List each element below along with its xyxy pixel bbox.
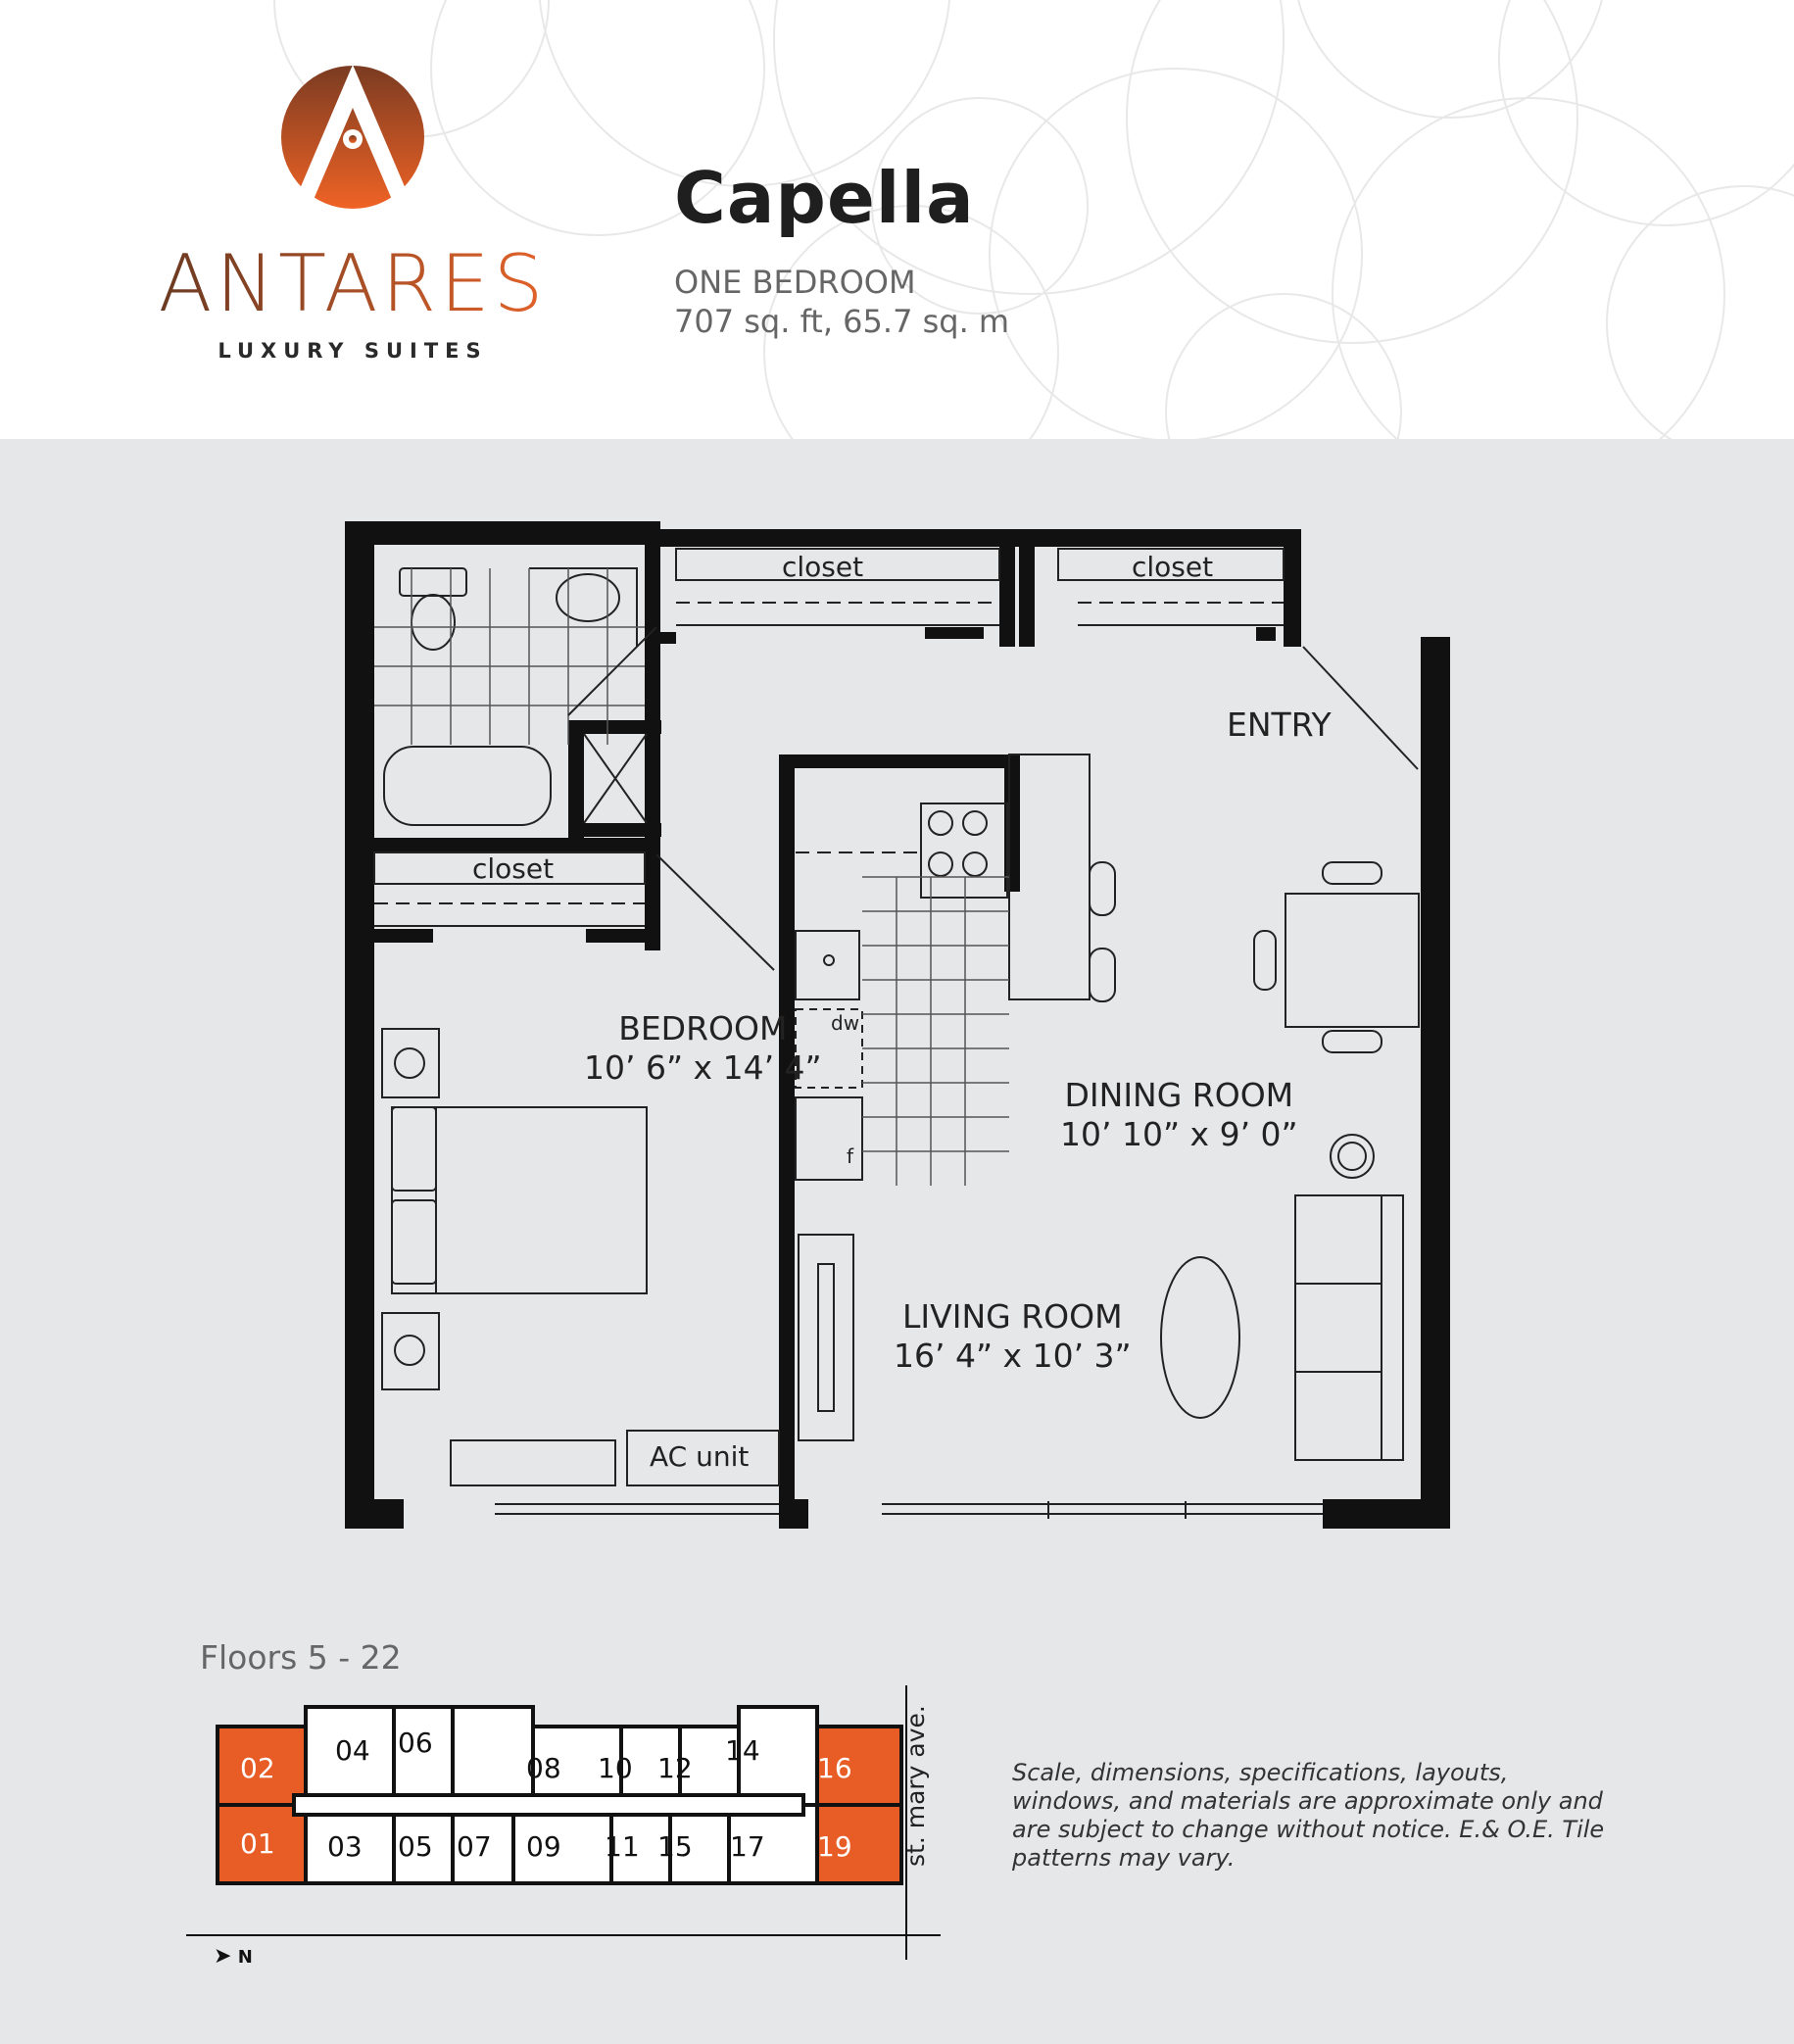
- unit-label-06: 06: [398, 1727, 433, 1759]
- wall-west: [345, 521, 374, 1529]
- unit-label-10: 10: [598, 1752, 633, 1784]
- floors-title: Floors 5 - 22: [200, 1638, 402, 1677]
- wall-shower-bottom: [568, 823, 661, 837]
- wall-bedroom-east: [779, 754, 795, 1519]
- disclaimer-text: Scale, dimensions, specifications, layouts, windows, and materials are approximate only and are subject to change without notice. E.& O.E. Tile patterns may vary.: [1012, 1759, 1605, 1872]
- wall-kitchen-top: [779, 754, 1019, 768]
- entry-label: ENTRY: [1227, 706, 1332, 744]
- closet-label-3: closet: [472, 852, 555, 885]
- wall-entry-stub: [1256, 627, 1276, 641]
- unit-label-07: 07: [457, 1830, 492, 1863]
- wall-bath-south: [374, 838, 660, 852]
- brand-tagline: LUXURY SUITES: [218, 339, 488, 363]
- unit-label-03: 03: [327, 1830, 363, 1863]
- unit-label-11: 11: [605, 1830, 640, 1863]
- unit-label-02: 02: [240, 1752, 275, 1784]
- unit-label-17: 17: [730, 1830, 765, 1863]
- unit-labels: [186, 1685, 950, 1979]
- wall-bath-east: [645, 539, 660, 950]
- unit-label-08: 08: [526, 1752, 561, 1784]
- wall-shower-top: [568, 720, 661, 734]
- wall-north-closets: [656, 529, 1293, 547]
- bedroom-name: BEDROOM: [618, 1009, 788, 1047]
- suite-type: ONE BEDROOM: [674, 264, 916, 301]
- closet-label-1: closet: [782, 551, 864, 583]
- living-room-label: [894, 1297, 1132, 1376]
- floor-plan: [333, 510, 1470, 1552]
- north-arrow-icon: ➤: [214, 1944, 232, 1969]
- key-plan: [186, 1685, 950, 1983]
- antares-logo: [157, 59, 568, 382]
- unit-label-01: 01: [240, 1827, 275, 1860]
- unit-label-12: 12: [657, 1752, 693, 1784]
- dining-room-label: [1060, 1076, 1298, 1154]
- suite-area: 707 sq. ft, 65.7 sq. m: [674, 303, 1010, 340]
- wall-closet-divider-2: [1019, 539, 1035, 647]
- street-label: st. mary ave.: [901, 1705, 930, 1867]
- brand-wordmark: ANTARES: [158, 238, 548, 329]
- floor-plan-drawing: [333, 510, 1470, 1548]
- closet-label-2: closet: [1132, 551, 1214, 583]
- page-header: [0, 0, 1794, 439]
- wall-south-left: [345, 1499, 404, 1529]
- unit-label-05: 05: [398, 1830, 433, 1863]
- wall-south-right: [1323, 1499, 1450, 1529]
- wall-closet-bottom-b: [656, 632, 676, 644]
- unit-label-14: 14: [725, 1734, 760, 1767]
- suite-title: Capella: [674, 157, 975, 239]
- unit-label-04: 04: [335, 1734, 370, 1767]
- wall-closet-bottom-a: [925, 627, 984, 639]
- fridge-label: f: [847, 1144, 854, 1168]
- unit-label-15: 15: [657, 1830, 693, 1863]
- bedroom-label: [584, 1009, 822, 1088]
- suite-subtitle: [674, 263, 1009, 341]
- living-room-size: 16’ 4” x 10’ 3”: [894, 1337, 1132, 1375]
- unit-label-19: 19: [817, 1830, 852, 1863]
- bedroom-size: 10’ 6” x 14’ 4”: [584, 1048, 822, 1087]
- wall-closet-right: [586, 929, 660, 943]
- wall-closet-divider: [999, 539, 1015, 647]
- ac-unit-label: AC unit: [650, 1440, 750, 1473]
- unit-label-09: 09: [526, 1830, 561, 1863]
- wall-east: [1421, 637, 1450, 1519]
- logo-emblem-icon: [157, 59, 549, 255]
- wall-closet-left: [374, 929, 433, 943]
- living-room-name: LIVING ROOM: [902, 1297, 1123, 1336]
- dishwasher-label: dw: [831, 1011, 860, 1035]
- wall-entry-jog: [1284, 529, 1301, 647]
- dining-room-size: 10’ 10” x 9’ 0”: [1060, 1115, 1298, 1153]
- dining-room-name: DINING ROOM: [1064, 1076, 1294, 1114]
- north-indicator: [214, 1944, 253, 1969]
- wall-north-bath: [345, 521, 660, 545]
- north-label: N: [237, 1947, 253, 1968]
- wall-shower: [568, 720, 584, 838]
- unit-label-16: 16: [817, 1752, 852, 1784]
